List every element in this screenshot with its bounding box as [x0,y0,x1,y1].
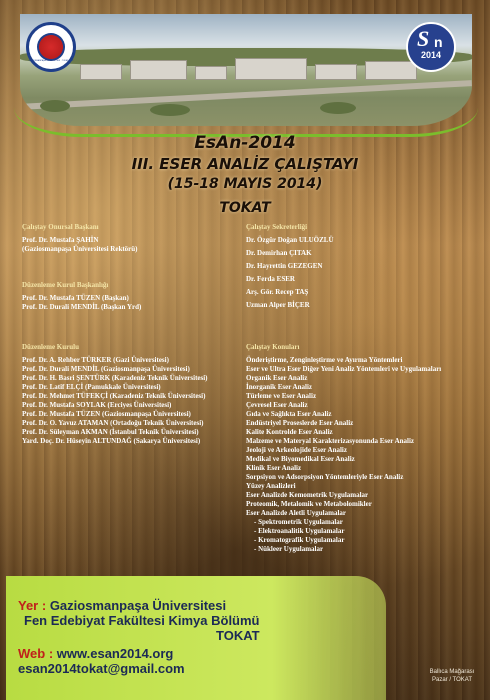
honorary-chair-section [22,223,242,254]
list-item: Yüzey Analizleri [246,482,296,490]
list-item: Arş. Gör. Recep TAŞ [246,288,309,296]
list-item: Prof. Dr. A. Rehber TÜRKER (Gazi Üniversitesi) [22,356,169,364]
venue-city: TOKAT [216,628,260,643]
list-item: Prof. Dr. O. Yavuz ATAMAN (Ortadoğu Teknik Üniversitesi) [22,419,204,427]
list-item: Medikal ve Biyomedikal Eser Analiz [246,455,355,463]
list-item: Proteomik, Metalomik ve Metabolomikler [246,500,372,508]
list-item: Dr. Özgür Doğan ULUÖZLÜ [246,236,334,244]
list-item: Klinik Eser Analiz [246,464,302,472]
list-item: Uzman Alper BİÇER [246,301,310,309]
list-item: İnorganik Eser Analiz [246,383,312,391]
section-heading: Düzenleme Kurul Başkanlığı [22,281,109,289]
list-item: Prof. Dr. Süleyman AKMAN (İstanbul Teknik Üniversitesi) [22,428,199,436]
list-item: Gıda ve Sağlıkta Eser Analiz [246,410,332,418]
list-item: Türleme ve Eser Analiz [246,392,317,400]
list-item: Prof. Dr. Mustafa ŞAHİN [22,236,99,244]
list-item: - Spektrometrik Uygulamalar [254,518,343,526]
list-item: Dr. Demirhan ÇITAK [246,249,312,257]
section-heading: Düzenleme Kurulu [22,343,79,351]
section-heading: Çalıştay Onursal Başkanı [22,223,99,231]
event-title: III. ESER ANALİZ ÇALIŞTAYI [131,155,359,173]
event-dates: (15-18 MAYIS 2014) [167,176,323,192]
list-item: Yard. Doç. Dr. Hüseyin ALTUNDAĞ (Sakarya Üniversitesi) [22,437,201,445]
list-item: Malzeme ve Materyal Karakterizasyonunda Eser Analiz [246,437,415,445]
list-item: Prof. Dr. H. Basri ŞENTÜRK (Karadeniz Teknik Üniversitesi) [22,374,208,382]
esan-logo [406,22,456,72]
website-link[interactable]: www.esan2014.org [56,646,174,661]
section-heading: Çalıştay Sekreterliği [246,223,308,231]
esan-logo-year: 2014 [420,50,442,60]
university-logo-text: GAZİOSMANPAŞA ÜNİVERSİTESİ · TOKAT 1992 [28,60,74,62]
list-item: Önderiştirme, Zenginleştirme ve Ayırma Yöntemleri [246,356,403,364]
list-item: Eser Analizde Kemometrik Uygulamalar [246,491,369,499]
caption-location: Pazar / TOKAT [431,677,472,683]
venue-university: Gaziosmanpaşa Üniversitesi [49,598,227,613]
list-item: - Nükleer Uygulamalar [254,545,324,553]
list-item: Jeoloji ve Arkeolojide Eser Analiz [246,446,347,454]
list-item: Kalite Kontrolde Eser Analiz [246,428,333,436]
list-item: - Kromatografik Uygulamalar [254,536,345,544]
section-heading: Çalıştay Konuları [246,343,300,351]
list-item: Eser ve Ultra Eser Diğer Yeni Analiz Yöntemleri ve Uygulamaları [246,365,442,373]
list-item: Prof. Dr. Mustafa SOYLAK (Erciyes Üniversitesi) [22,401,172,409]
list-item: Sorpsiyon ve Adsorpsiyon Yöntemleriyle Eser Analiz [246,473,404,481]
list-item: Dr. Ferda ESER [246,275,295,283]
web-label: Web : [18,646,54,661]
email-link[interactable]: esan2014tokat@gmail.com [18,661,185,676]
web-block [18,646,378,676]
organizing-committee-section [22,343,244,446]
list-item: Dr. Hayrettin GEZEGEN [246,262,323,270]
list-item: Organik Eser Analiz [246,374,308,382]
list-item: Prof. Dr. Latif ELÇİ (Pamukkale Üniversitesi) [22,383,161,391]
list-item: Eser Analizde Aletli Uygulamalar [246,509,347,517]
venue-faculty: Fen Edebiyat Fakültesi Kimya Bölümü [24,613,260,628]
list-item: Prof. Dr. Mustafa TÜZEN (Başkan) [22,294,129,302]
organizing-chair-section [22,281,242,312]
list-item: - Elektroanalitik Uygulamalar [254,527,345,535]
photo-caption [420,668,484,684]
esan-logo-letter-n: n [434,34,443,50]
list-item: Çevresel Eser Analiz [246,401,308,409]
event-short-title: EsAn-2014 [194,133,296,153]
list-item: Prof. Dr. Durali MENDİL (Başkan Yrd) [22,303,142,311]
topics-section [246,343,486,554]
event-city: TOKAT [219,200,271,216]
university-logo [26,22,76,72]
secretariat-section [246,223,466,310]
esan-logo-letter-s: S [417,26,430,51]
venue-label: Yer : [18,598,47,613]
list-item: Prof. Dr. Mustafa TÜZEN (Gaziosmanpaşa Üniversitesi) [22,410,191,418]
caption-place: Ballıca Mağarası [429,669,475,675]
list-item: Prof. Dr. Durali MENDİL (Gaziosmanpaşa Üniversitesi) [22,365,190,373]
venue-block [18,598,378,643]
list-item: Prof. Dr. Mehmet TÜFEKÇİ (Karadeniz Teknik Üniversitesi) [22,392,206,400]
list-item: (Gaziosmanpaşa Üniversitesi Rektörü) [22,245,138,253]
list-item: Endüstriyel Proseslerde Eser Analiz [246,419,354,427]
